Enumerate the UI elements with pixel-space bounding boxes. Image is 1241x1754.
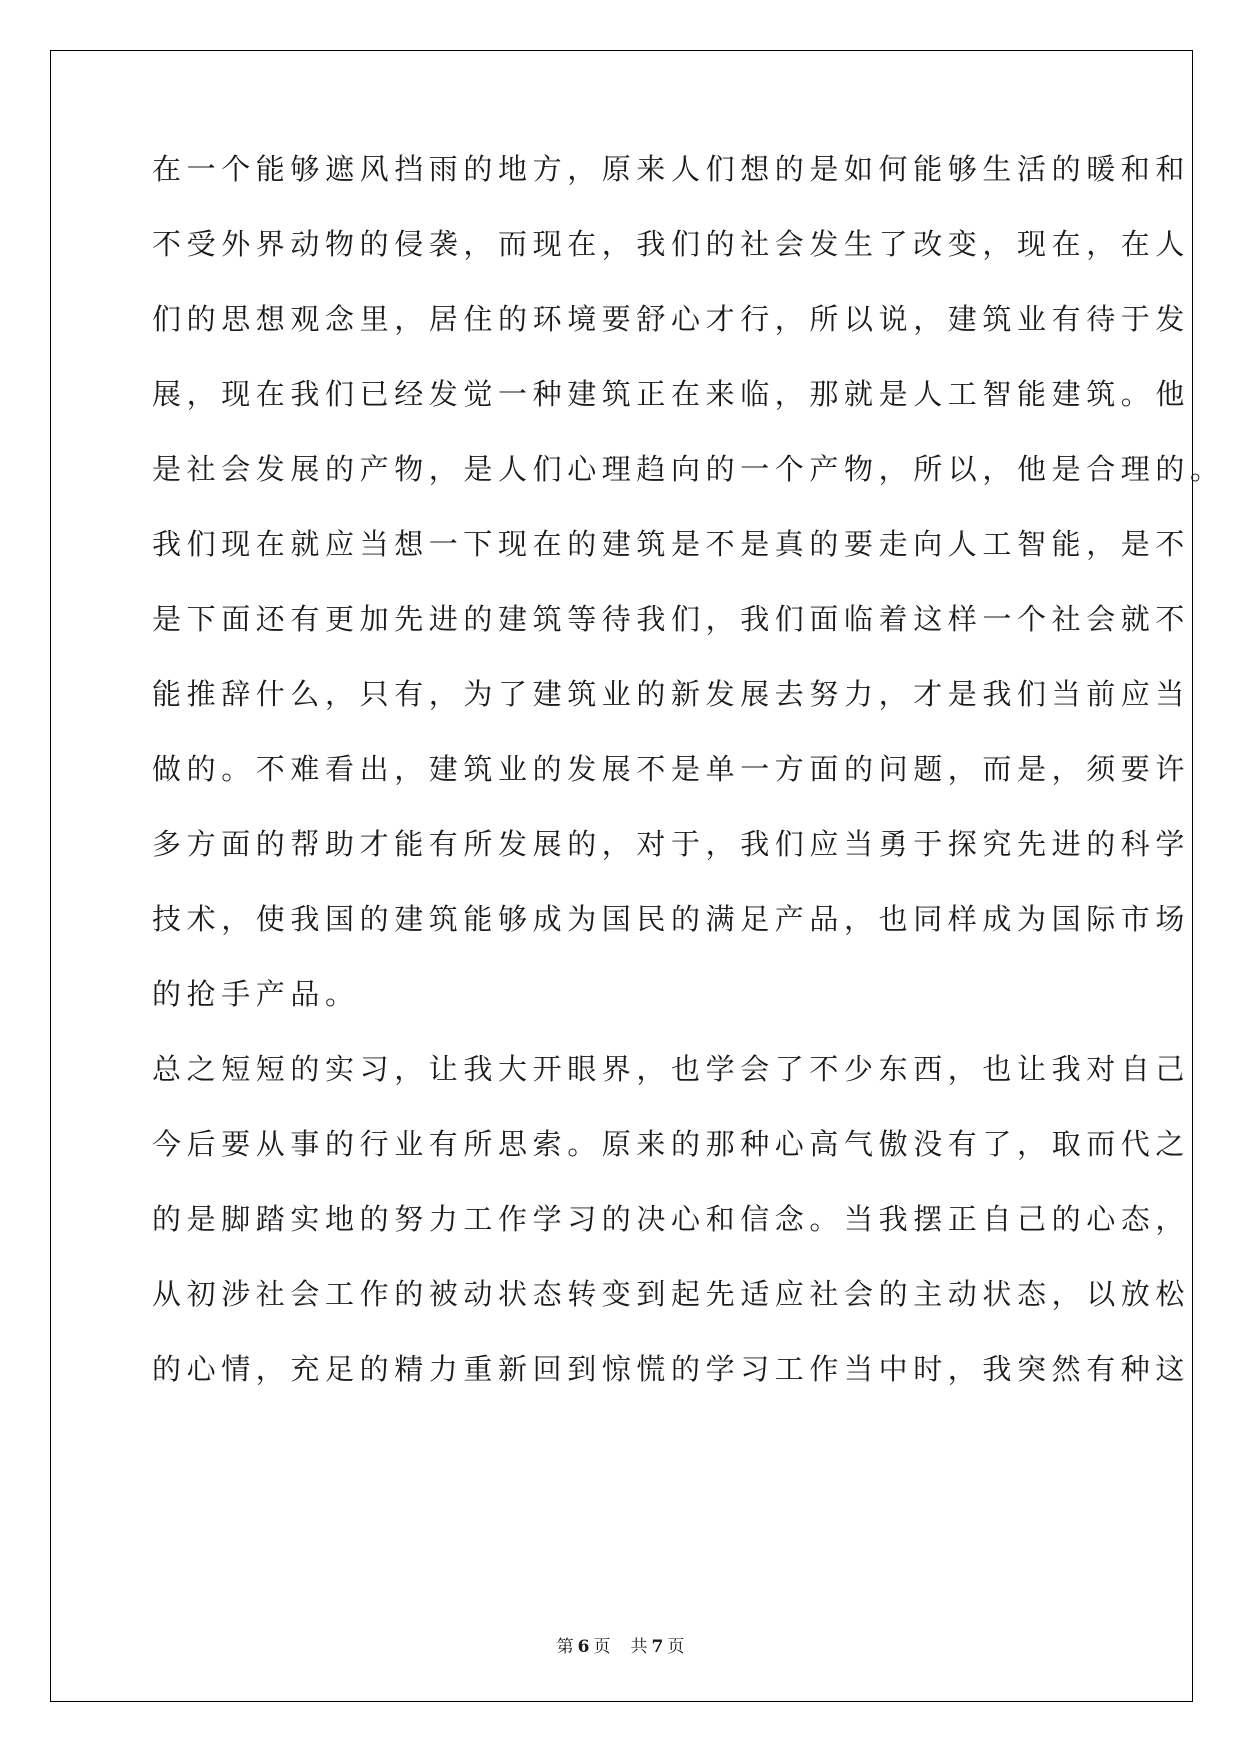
text-line: 展，现在我们已经发觉一种建筑正在来临，那就是人工智能建筑。他 (152, 377, 1191, 411)
text-line: 的是脚踏实地的努力工作学习的决心和信念。当我摆正自己的心态， (152, 1202, 1191, 1236)
page-total-suffix: 页 (667, 1637, 685, 1657)
text-line: 能推辞什么，只有，为了建筑业的新发展去努力，才是我们当前应当 (152, 677, 1191, 711)
page-total-prefix: 共 (630, 1637, 648, 1657)
page-footer (0, 1632, 1241, 1657)
text-line: 的抢手产品。 (152, 977, 360, 1011)
text-line: 我们现在就应当想一下现在的建筑是不是真的要走向人工智能，是不 (152, 527, 1191, 561)
page-number-prefix: 第 (556, 1637, 574, 1657)
text-line: 在一个能够遮风挡雨的地方，原来人们想的是如何能够生活的暖和和 (152, 152, 1191, 186)
text-line: 的心情，充足的精力重新回到惊慌的学习工作当中时，我突然有种这 (152, 1352, 1191, 1386)
text-line: 从初涉社会工作的被动状态转变到起先适应社会的主动状态，以放松 (152, 1277, 1191, 1311)
page-border (50, 50, 1193, 1702)
page-total: 7 (651, 1637, 664, 1657)
text-line: 技术，使我国的建筑能够成为国民的满足产品，也同样成为国际市场 (152, 902, 1191, 936)
page-number-suffix: 页 (593, 1637, 611, 1657)
text-line: 不受外界动物的侵袭，而现在，我们的社会发生了改变，现在，在人 (152, 227, 1191, 261)
page-number-current: 6 (577, 1637, 590, 1657)
text-line: 是下面还有更加先进的建筑等待我们，我们面临着这样一个社会就不 (152, 602, 1191, 636)
text-line: 是社会发展的产物，是人们心理趋向的一个产物，所以，他是合理的。 (152, 452, 1225, 486)
text-line: 们的思想观念里，居住的环境要舒心才行，所以说，建筑业有待于发 (152, 302, 1191, 336)
text-line: 今后要从事的行业有所思索。原来的那种心高气傲没有了，取而代之 (152, 1127, 1191, 1161)
text-line: 做的。不难看出，建筑业的发展不是单一方面的问题，而是，须要许 (152, 752, 1191, 786)
text-line: 总之短短的实习，让我大开眼界，也学会了不少东西，也让我对自己 (152, 1052, 1191, 1086)
text-line: 多方面的帮助才能有所发展的，对于，我们应当勇于探究先进的科学 (152, 827, 1191, 861)
